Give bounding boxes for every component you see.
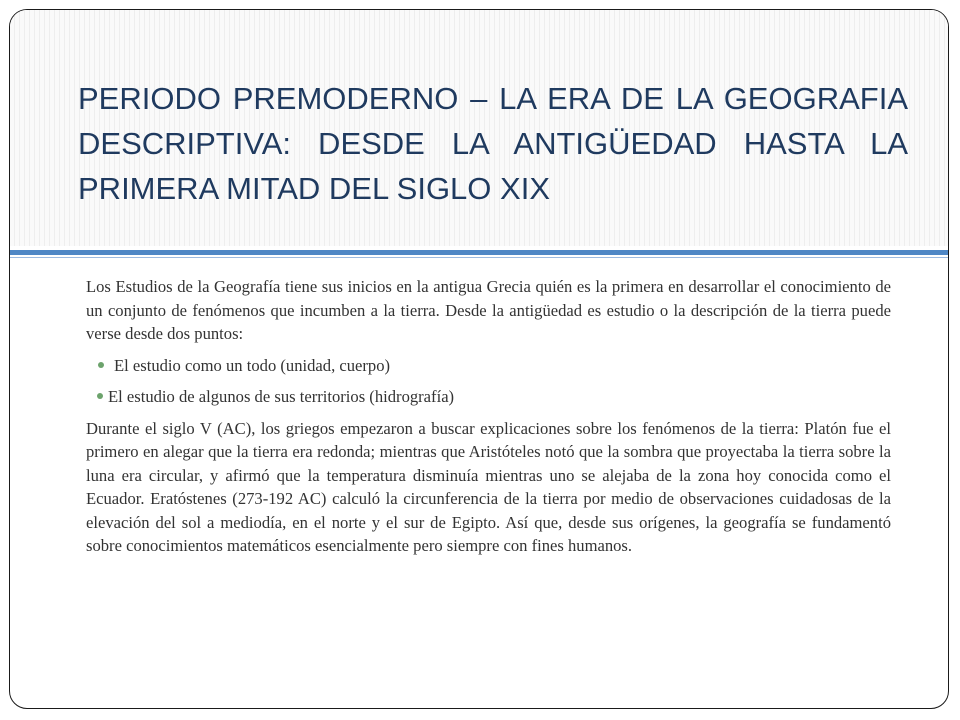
- divider-thick-line: [10, 250, 948, 255]
- divider-thin-line: [10, 257, 948, 258]
- slide-body: [86, 275, 891, 566]
- bullet-dot-icon: [98, 362, 104, 368]
- title-divider: [10, 246, 948, 264]
- bullet-item: [86, 385, 891, 409]
- bullet-text: El estudio como un todo (unidad, cuerpo): [114, 355, 391, 375]
- intro-paragraph: Los Estudios de la Geografía tiene sus inicios en la antigua Grecia quién es la primera en desarrollar el conocimiento de un conjunto de fenómenos que incumben a la tierra. Desde la antigüedad es estudio o la descripción de la tierra puede verse desde dos puntos:: [86, 277, 891, 343]
- bullet-text: El estudio de algunos de sus territorios (hidrografía): [108, 387, 455, 406]
- closing-paragraph: Durante el siglo V (AC), los griegos empezaron a buscar explicaciones sobre los fenómenos de la tierra: Platón fue el primero en alegar que la tierra era redonda; mientras que Aristóteles notó que la sombra que proyectaba la tierra sobre la luna era circular, y afirmó que la temperatura disminuía mientras uno se alejaba de la zona hoy conocida como el Ecuador. Eratóstenes (273-192 AC) calculó la circunferencia de la tierra por medio de observaciones cuidadosas de la elevación del sol a mediodía, en el norte y el sur de Egipto. Así que, desde sus orígenes, la geografía se fundamentó sobre conocimientos matemáticos esencialmente pero siempre con fines humanos.: [86, 418, 891, 555]
- slide-title: PERIODO PREMODERNO – LA ERA DE LA GEOGRAFIA DESCRIPTIVA: DESDE LA ANTIGÜEDAD HASTA LA PRIMERA MITAD DEL SIGLO XIX: [78, 81, 908, 206]
- slide: [9, 9, 949, 709]
- title-area: [10, 10, 948, 246]
- bullet-item: [86, 354, 891, 378]
- bullet-dot-icon: [97, 393, 103, 399]
